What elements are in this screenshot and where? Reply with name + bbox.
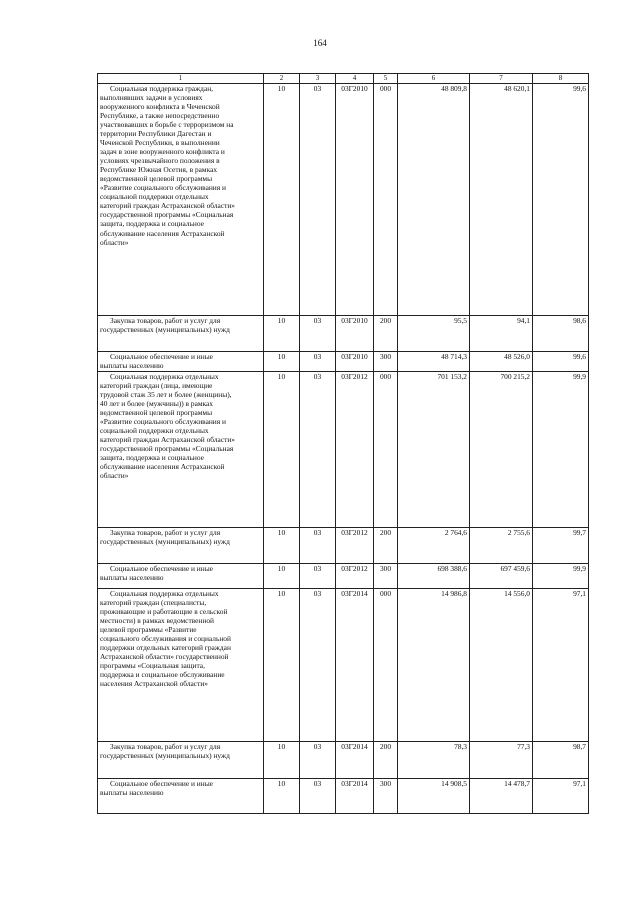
row-name-line: Астраханской области» государственной [100,652,229,662]
row-name-line: Социальная поддержка граждан, [110,84,214,93]
table-row [98,742,589,779]
row-name-line: государственных (муниципальных) нужд [100,325,230,335]
row-name-line: ведомственной целевой программы [100,408,213,418]
row-name-line: 40 лет и более (мужчины)) в рамках [100,399,214,409]
expense-type-cell: 000 [374,84,398,316]
row-name-line: государственных (муниципальных) нужд [100,537,230,547]
execution-percent-cell: 99,9 [533,372,589,528]
row-name-line: Республике, а также непосредственно [100,111,220,121]
row-name-line: населения Астраханской области» [100,679,208,689]
table-row [98,528,589,564]
target-article-cell: 03Г2014 [336,779,374,814]
table-row [98,779,589,814]
section-code-cell: 10 [264,564,300,589]
target-article-cell: 03Г2012 [336,372,374,528]
row-name-cell [98,742,264,779]
row-name-line: выполнявших задачи в условиях [100,93,203,103]
row-name-line: социального обслуживания и социальной [100,634,231,644]
section-code-cell: 10 [264,372,300,528]
column-header: 7 [470,74,533,84]
row-name-line: Закупка товаров, работ и услуг для [110,316,221,325]
table-row [98,84,589,316]
table-row [98,589,589,742]
row-name-cell [98,589,264,742]
row-name-line: категорий граждан (лица, имеющие [100,381,213,391]
row-name-line: программы «Социальная защита, [100,661,205,671]
execution-percent-cell: 97,1 [533,589,589,742]
row-name-line: проживающие и работающие в сельской [100,607,228,617]
target-article-cell: 03Г2012 [336,564,374,589]
planned-amount-cell: 78,3 [398,742,470,779]
execution-percent-cell: 99,9 [533,564,589,589]
section-code-cell: 10 [264,84,300,316]
section-code-cell: 10 [264,742,300,779]
row-name-line: обслуживание населения Астраханской [100,228,225,238]
planned-amount-cell: 701 153,2 [398,372,470,528]
budget-table [97,73,589,814]
target-article-cell: 03Г2014 [336,589,374,742]
table-row [98,564,589,589]
execution-percent-cell: 97,1 [533,779,589,814]
column-header: 4 [336,74,374,84]
column-header: 2 [264,74,300,84]
row-name-line: государственной программы «Социальная [100,210,234,220]
row-name-line: государственных (муниципальных) нужд [100,751,230,761]
planned-amount-cell: 14 986,8 [398,589,470,742]
row-name-cell [98,564,264,589]
executed-amount-cell: 48 620,1 [470,84,533,316]
row-name-line: вооруженного конфликта в Чеченской [100,102,220,112]
execution-percent-cell: 99,7 [533,528,589,564]
executed-amount-cell: 14 478,7 [470,779,533,814]
table-row [98,316,589,352]
target-article-cell: 03Г2014 [336,742,374,779]
target-article-cell: 03Г2012 [336,528,374,564]
row-name-cell [98,779,264,814]
column-number-row [98,74,589,84]
row-name-cell [98,316,264,352]
section-code-cell: 10 [264,779,300,814]
expense-type-cell: 000 [374,372,398,528]
row-name-line: выплаты населению [100,573,164,583]
planned-amount-cell: 95,5 [398,316,470,352]
column-header: 5 [374,74,398,84]
row-name-line: Чеченской Республики, в выполнении [100,138,220,148]
expense-type-cell: 300 [374,352,398,372]
row-name-line: целевой программы «Развитие [100,625,197,635]
subsection-code-cell: 03 [300,528,336,564]
table-body [98,84,589,814]
row-name-cell [98,528,264,564]
executed-amount-cell: 700 215,2 [470,372,533,528]
column-header: 6 [398,74,470,84]
row-name-line: выплаты населению [100,361,164,371]
row-name-line: местности) в рамках ведомственной [100,616,214,626]
table-row [98,352,589,372]
row-name-line: задач в зоне вооруженного конфликта и [100,147,225,157]
row-name-line: «Развитие социального обслуживания и [100,183,226,193]
row-name-line: участвовавших в борьбе с терроризмом на [100,120,234,130]
row-name-line: поддержка и социальное обслуживание [100,670,225,680]
row-name-line: «Развитие социального обслуживания и [100,417,226,427]
subsection-code-cell: 03 [300,564,336,589]
row-name-line: Социальная поддержка отдельных [110,589,219,598]
execution-percent-cell: 98,6 [533,316,589,352]
row-name-line: категорий граждан (специалисты, [100,598,207,608]
section-code-cell: 10 [264,589,300,742]
planned-amount-cell: 48 809,8 [398,84,470,316]
subsection-code-cell: 03 [300,372,336,528]
row-name-line: Закупка товаров, работ и услуг для [110,528,221,537]
subsection-code-cell: 03 [300,742,336,779]
subsection-code-cell: 03 [300,779,336,814]
section-code-cell: 10 [264,352,300,372]
executed-amount-cell: 14 556,0 [470,589,533,742]
row-name-line: Республике Южная Осетия, в рамках [100,165,218,175]
subsection-code-cell: 03 [300,84,336,316]
planned-amount-cell: 2 764,6 [398,528,470,564]
row-name-line: защита, поддержка и социальное [100,453,204,463]
column-header: 1 [98,74,264,84]
executed-amount-cell: 2 755,6 [470,528,533,564]
row-name-line: ведомственной целевой программы [100,174,213,184]
execution-percent-cell: 98,7 [533,742,589,779]
row-name-line: области» [100,237,129,247]
row-name-line: Социальное обеспечение и иные [110,779,213,788]
row-name-line: социальной поддержки отдельных [100,426,209,436]
row-name-line: Закупка товаров, работ и услуг для [110,742,221,751]
row-name-line: защита, поддержка и социальное [100,219,204,229]
row-name-line: трудовой стаж 35 лет и более (женщины), [100,390,232,400]
subsection-code-cell: 03 [300,352,336,372]
planned-amount-cell: 14 908,5 [398,779,470,814]
expense-type-cell: 000 [374,589,398,742]
section-code-cell: 10 [264,316,300,352]
row-name-line: Социальное обеспечение и иные [110,352,213,361]
row-name-line: категорий граждан Астраханской области» [100,201,235,211]
column-header: 3 [300,74,336,84]
expense-type-cell: 300 [374,564,398,589]
executed-amount-cell: 77,3 [470,742,533,779]
planned-amount-cell: 698 388,6 [398,564,470,589]
subsection-code-cell: 03 [300,316,336,352]
column-header: 8 [533,74,589,84]
expense-type-cell: 200 [374,316,398,352]
executed-amount-cell: 94,1 [470,316,533,352]
page-number: 164 [313,38,327,48]
row-name-line: категорий граждан Астраханской области» [100,435,235,445]
row-name-line: выплаты населению [100,788,164,798]
expense-type-cell: 200 [374,528,398,564]
row-name-line: государственной программы «Социальная [100,444,234,454]
row-name-cell [98,372,264,528]
planned-amount-cell: 48 714,3 [398,352,470,372]
execution-percent-cell: 99,6 [533,84,589,316]
row-name-line: территории Республики Дагестан и [100,129,212,139]
row-name-line: Социальное обеспечение и иные [110,564,213,573]
row-name-line: Социальная поддержка отдельных [110,372,219,381]
row-name-cell [98,84,264,316]
row-name-line: области» [100,471,129,481]
executed-amount-cell: 697 459,6 [470,564,533,589]
expense-type-cell: 200 [374,742,398,779]
target-article-cell: 03Г2010 [336,352,374,372]
subsection-code-cell: 03 [300,589,336,742]
executed-amount-cell: 48 526,0 [470,352,533,372]
row-name-cell [98,352,264,372]
execution-percent-cell: 99,6 [533,352,589,372]
section-code-cell: 10 [264,528,300,564]
target-article-cell: 03Г2010 [336,316,374,352]
row-name-line: поддержки отдельных категорий граждан [100,643,231,653]
table-row [98,372,589,528]
target-article-cell: 03Г2010 [336,84,374,316]
row-name-line: условиях чрезвычайного положения в [100,156,220,166]
expense-type-cell: 300 [374,779,398,814]
row-name-line: социальной поддержки отдельных [100,192,209,202]
row-name-line: обслуживание населения Астраханской [100,462,225,472]
